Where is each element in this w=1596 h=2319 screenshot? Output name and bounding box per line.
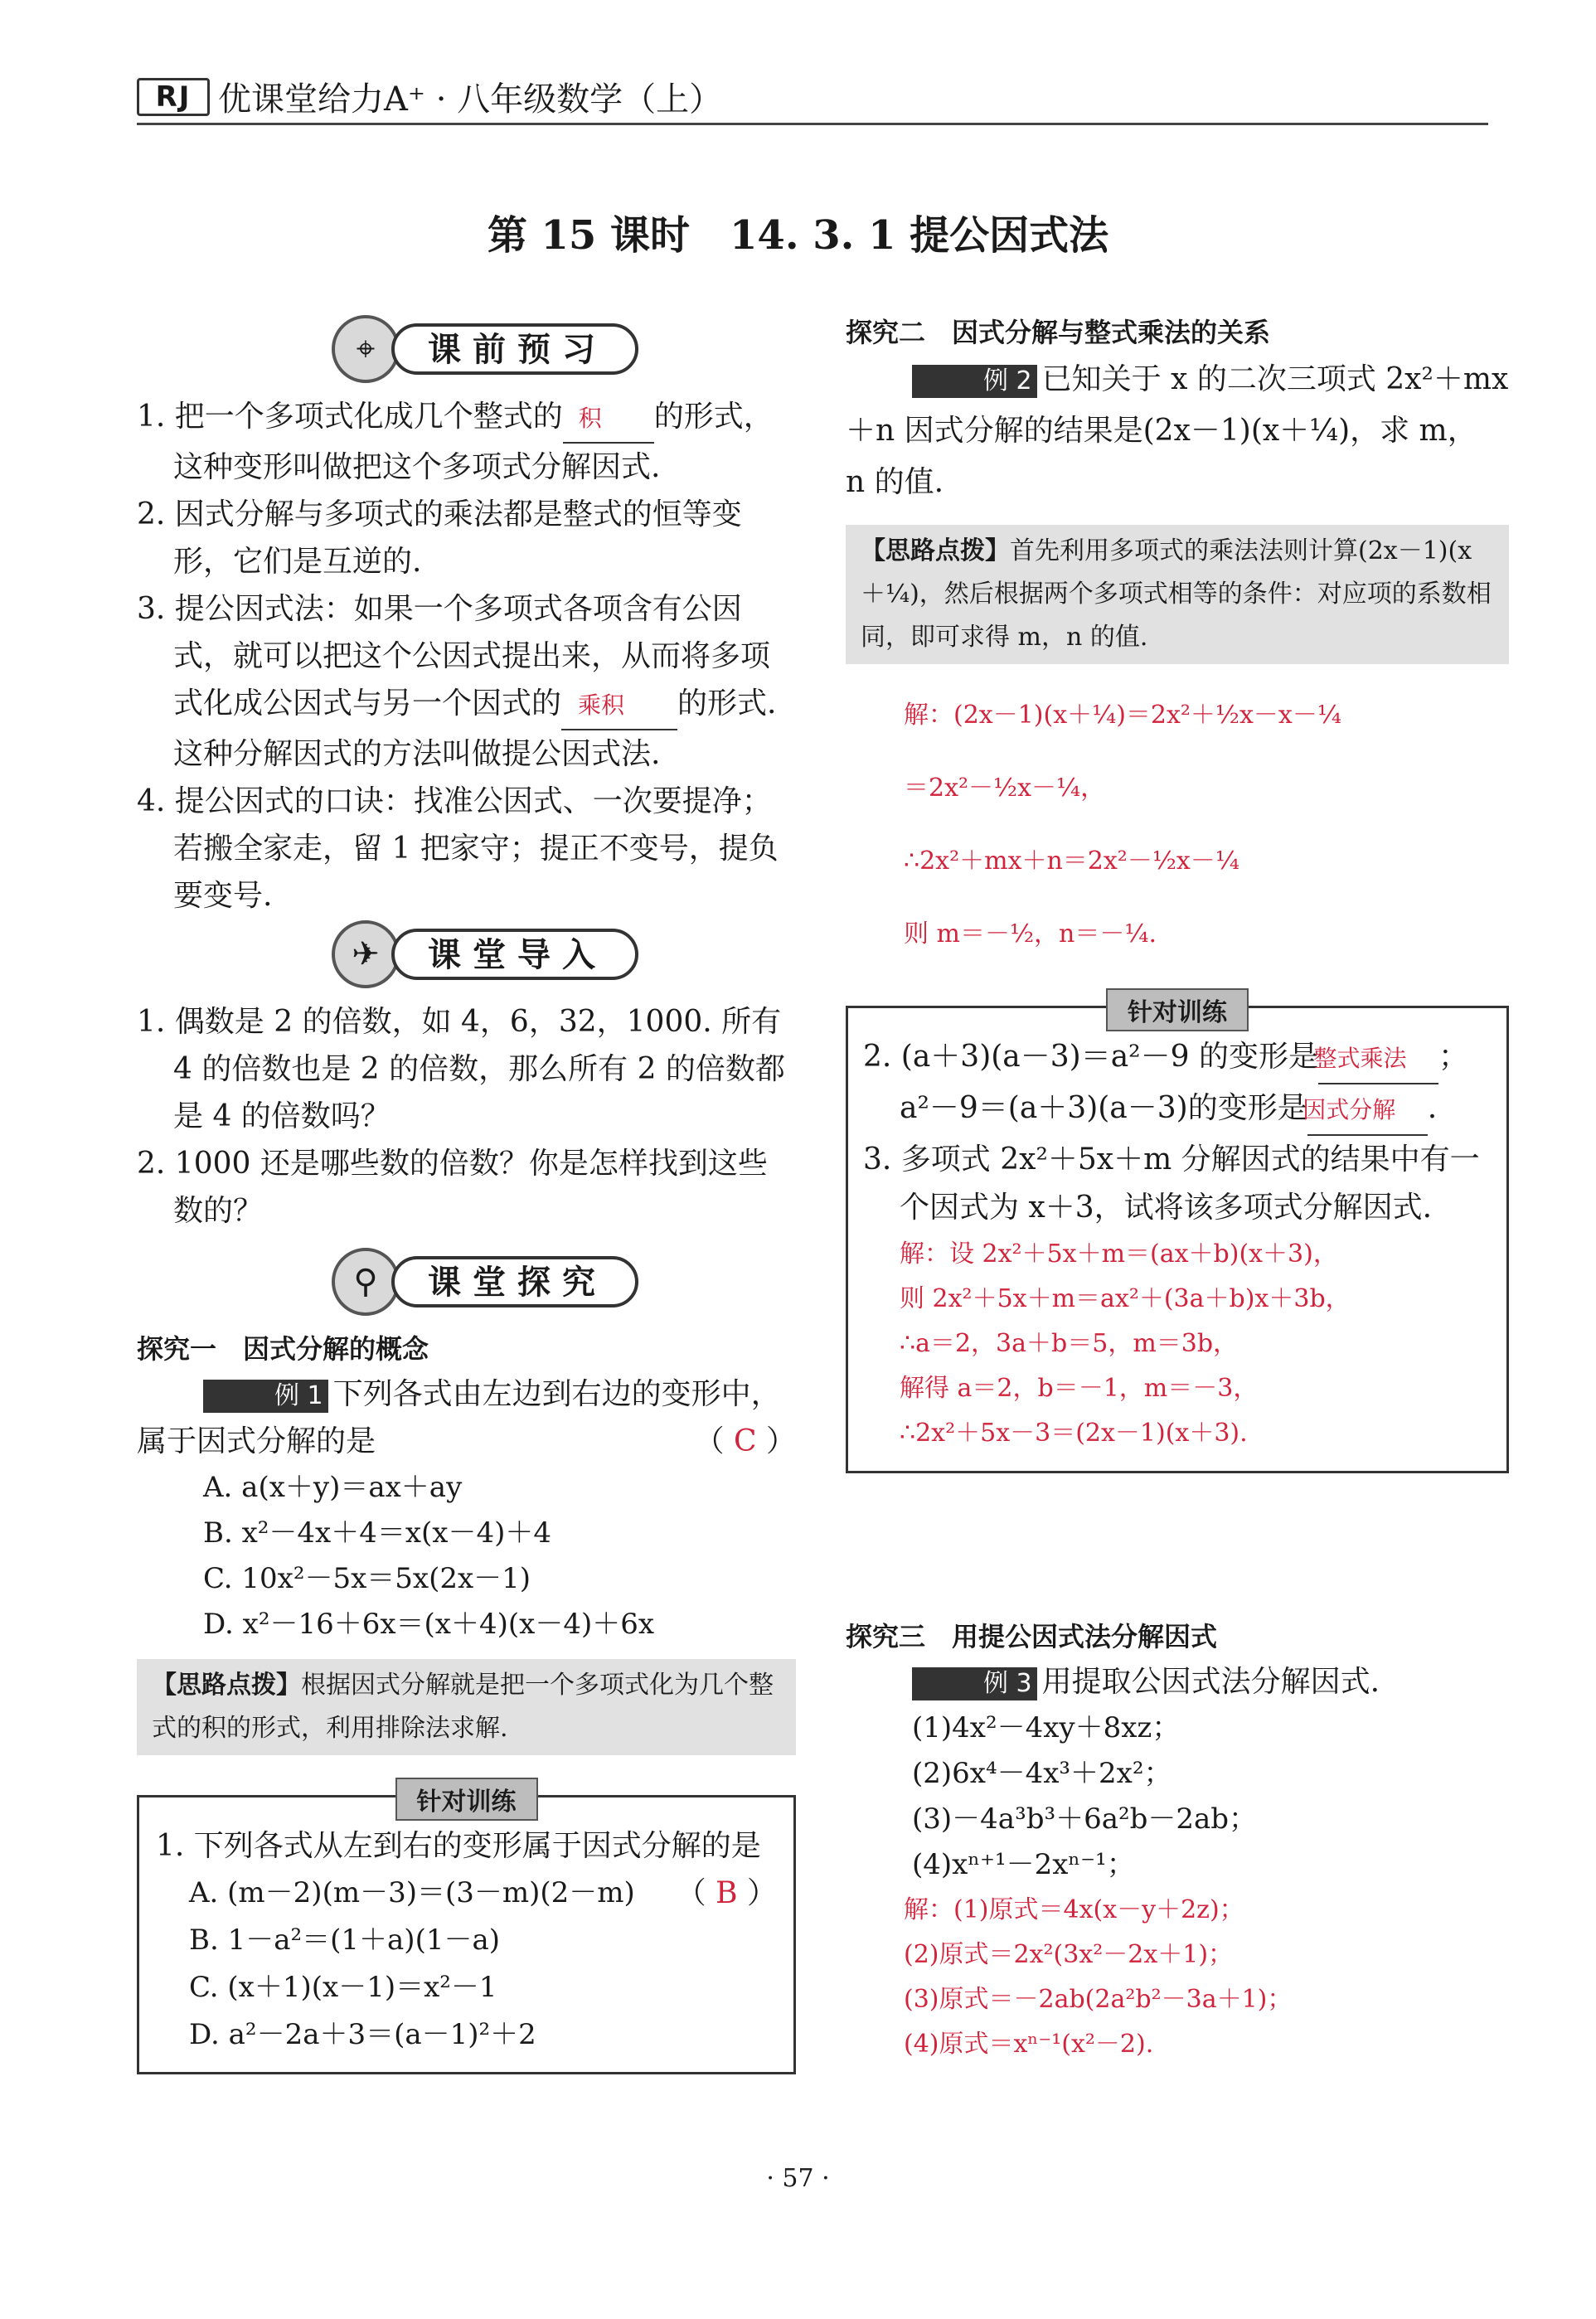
training-q3: 3. 多项式 2x²＋5x＋m 分解因式的结果中有一个因式为 x＋3，试将该多项式分解因式.	[863, 1143, 1480, 1225]
example-2-line2: ＋n 因式分解的结果是(2x－1)(x＋¼)，求 m，	[846, 414, 1477, 448]
option-b: B. x²－4x＋4＝x(x－4)＋4	[203, 1516, 551, 1550]
book-header	[137, 73, 722, 120]
intro-badge-label: 课堂导入	[391, 929, 638, 980]
part-2: (2)6x⁴－4x³＋2x²；	[912, 1757, 1172, 1790]
training-box-1	[137, 1788, 796, 2074]
hint-box	[846, 525, 1509, 664]
header-divider	[137, 123, 1488, 125]
solution-3-parts: 解：(1)原式＝4x(x－y＋2z)； (2)原式＝2x²(3x²－2x＋1)； (3)原式＝－2ab(2a²b²－3a＋1)； (4)原式＝xⁿ⁻¹(x²－2).	[904, 1895, 1293, 2059]
publisher-badge: RJ	[137, 78, 210, 116]
preview-item-3: 3. 提公因式法：如果一个多项式各项含有公因式，就可以把这个公因式提出来，从而将多项式化成公因式与另一个因式的 乘积 的形式. 这种分解因式的方法叫做提公因式法.	[137, 592, 777, 771]
book-title: 优课堂给力A⁺ · 八年级数学（上）	[218, 80, 723, 119]
preview-badge-label: 课前预习	[391, 323, 638, 375]
preview-section	[137, 315, 796, 919]
page-number: · 57 ·	[766, 2164, 830, 2193]
option-d: D. a²－2a＋3＝(a－1)²＋2	[189, 2018, 536, 2051]
intro-item-2: 2. 1000 还是哪些数的倍数？你是怎样找到这些数的？	[137, 1147, 768, 1228]
solution-3: 解：设 2x²＋5x＋m＝(ax＋b)(x＋3)， 则 2x²＋5x＋m＝ax²＋(3a＋b)x＋3b， ∴a＝2，3a＋b＝5，m＝3b， 解得 a＝2，b＝－1，m＝－3， ∴2x²＋5x－3＝(2x－1)(x＋3).	[900, 1240, 1351, 1448]
part-3: (3)－4a³b³＋6a²b－2ab；	[912, 1802, 1258, 1836]
answer-choice: C	[734, 1424, 757, 1458]
solution-2: 解：(2x－1)(x＋¼)＝2x²＋½x－x－¼ ＝2x²－½x－¼， ∴2x²＋mx＋n＝2x²－½x－¼ 则 m＝－½，n＝－¼.	[904, 701, 1341, 948]
intro-section	[137, 920, 796, 1235]
hint-text: 首先利用多项式的乘法法则计算(2x－1)(x＋¼)，然后根据两个多项式相等的条件：对应项的系数相同，即可求得 m，n 的值.	[861, 536, 1492, 652]
hint-label: 【思路点拨】	[861, 536, 1010, 565]
answer-blank: 因式分解	[1307, 1086, 1428, 1136]
part-4: (4)xⁿ⁺¹－2xⁿ⁻¹；	[912, 1848, 1135, 1881]
answer-blank: 积	[563, 395, 654, 444]
example-2-line3: n 的值.	[846, 465, 944, 499]
example-label: 例 2	[912, 365, 1037, 398]
training-tab: 针对训练	[1106, 988, 1249, 1031]
option-a: A. a(x＋y)＝ax＋ay	[203, 1471, 463, 1504]
example-3: 例 3 用提取公因式法分解因式.	[846, 1658, 1509, 1705]
preview-badge	[332, 315, 796, 383]
explore-badge	[332, 1248, 796, 1316]
training-box-2	[846, 998, 1509, 1473]
preview-item-4: 4. 提公因式的口诀：找准公因式、一次要提净；若搬全家走，留 1 把家守；提正不变号，提负要变号.	[137, 784, 779, 913]
location-pin-icon: ⌖	[332, 315, 400, 383]
magnifier-icon: ⚲	[332, 1248, 400, 1316]
training-q1: 1. 下列各式从左到右的变形属于因式分解的是 （ B ）	[156, 1829, 777, 1910]
example-label: 例 3	[912, 1667, 1037, 1700]
part-1: (1)4x²－4xy＋8xz；	[912, 1711, 1181, 1744]
explore2-section	[846, 311, 1509, 1473]
answer-blank: 乘积	[561, 682, 677, 730]
answer-blank: 整式乘法	[1318, 1035, 1438, 1084]
explore3-heading: 探究三 用提公因式法分解因式	[846, 1621, 1218, 1652]
example-2: 例 2 已知关于 x 的二次三项式 2x²＋mx	[846, 354, 1509, 405]
hint-box	[137, 1659, 796, 1755]
option-c: C. (x＋1)(x－1)＝x²－1	[189, 1971, 497, 2004]
example-1: 例 1 下列各式由左边到右边的变形中，属于因式分解的是 （ C ）	[137, 1377, 796, 1458]
training-q2: 2. (a＋3)(a－3)＝a²－9 的变形是整式乘法 ；a²－9＝(a＋3)(a－3)的变形是因式分解 .	[863, 1033, 1492, 1136]
hint-label: 【思路点拨】	[152, 1671, 301, 1700]
explore1-heading: 探究一 因式分解的概念	[137, 1333, 429, 1365]
paper-plane-icon: ✈	[332, 920, 400, 988]
intro-item-1: 1. 偶数是 2 的倍数，如 4，6，32，1000. 所有 4 的倍数也是 2 的倍数，那么所有 2 的倍数都是 4 的倍数吗？	[137, 1005, 785, 1133]
preview-item-1: 1. 把一个多项式化成几个整式的 积 的形式，这种变形叫做把这个多项式分解因式.	[137, 393, 796, 491]
hint-text: 根据因式分解就是把一个多项式化为几个整式的积的形式，利用排除法求解.	[152, 1671, 774, 1743]
option-c: C. 10x²－5x＝5x(2x－1)	[203, 1562, 531, 1595]
example-label: 例 1	[203, 1380, 328, 1413]
intro-badge	[332, 920, 796, 988]
explore-badge-label: 课堂探究	[391, 1256, 638, 1307]
answer-choice: B	[716, 1876, 738, 1910]
explore3-section	[846, 1615, 1509, 2067]
option-d: D. x²－16＋6x＝(x＋4)(x－4)＋6x	[203, 1608, 655, 1641]
preview-item-2: 2. 因式分解与多项式的乘法都是整式的恒等变形，它们是互逆的.	[137, 497, 742, 579]
explore2-heading: 探究二 因式分解与整式乘法的关系	[846, 317, 1271, 348]
option-b: B. 1－a²＝(1＋a)(1－a)	[189, 1924, 500, 1957]
lesson-title: 第 15 课时 14. 3. 1 提公因式法	[487, 212, 1109, 259]
training-tab: 针对训练	[395, 1778, 538, 1821]
option-a: A. (m－2)(m－3)＝(3－m)(2－m)	[189, 1876, 635, 1909]
explore-section	[137, 1248, 796, 2074]
